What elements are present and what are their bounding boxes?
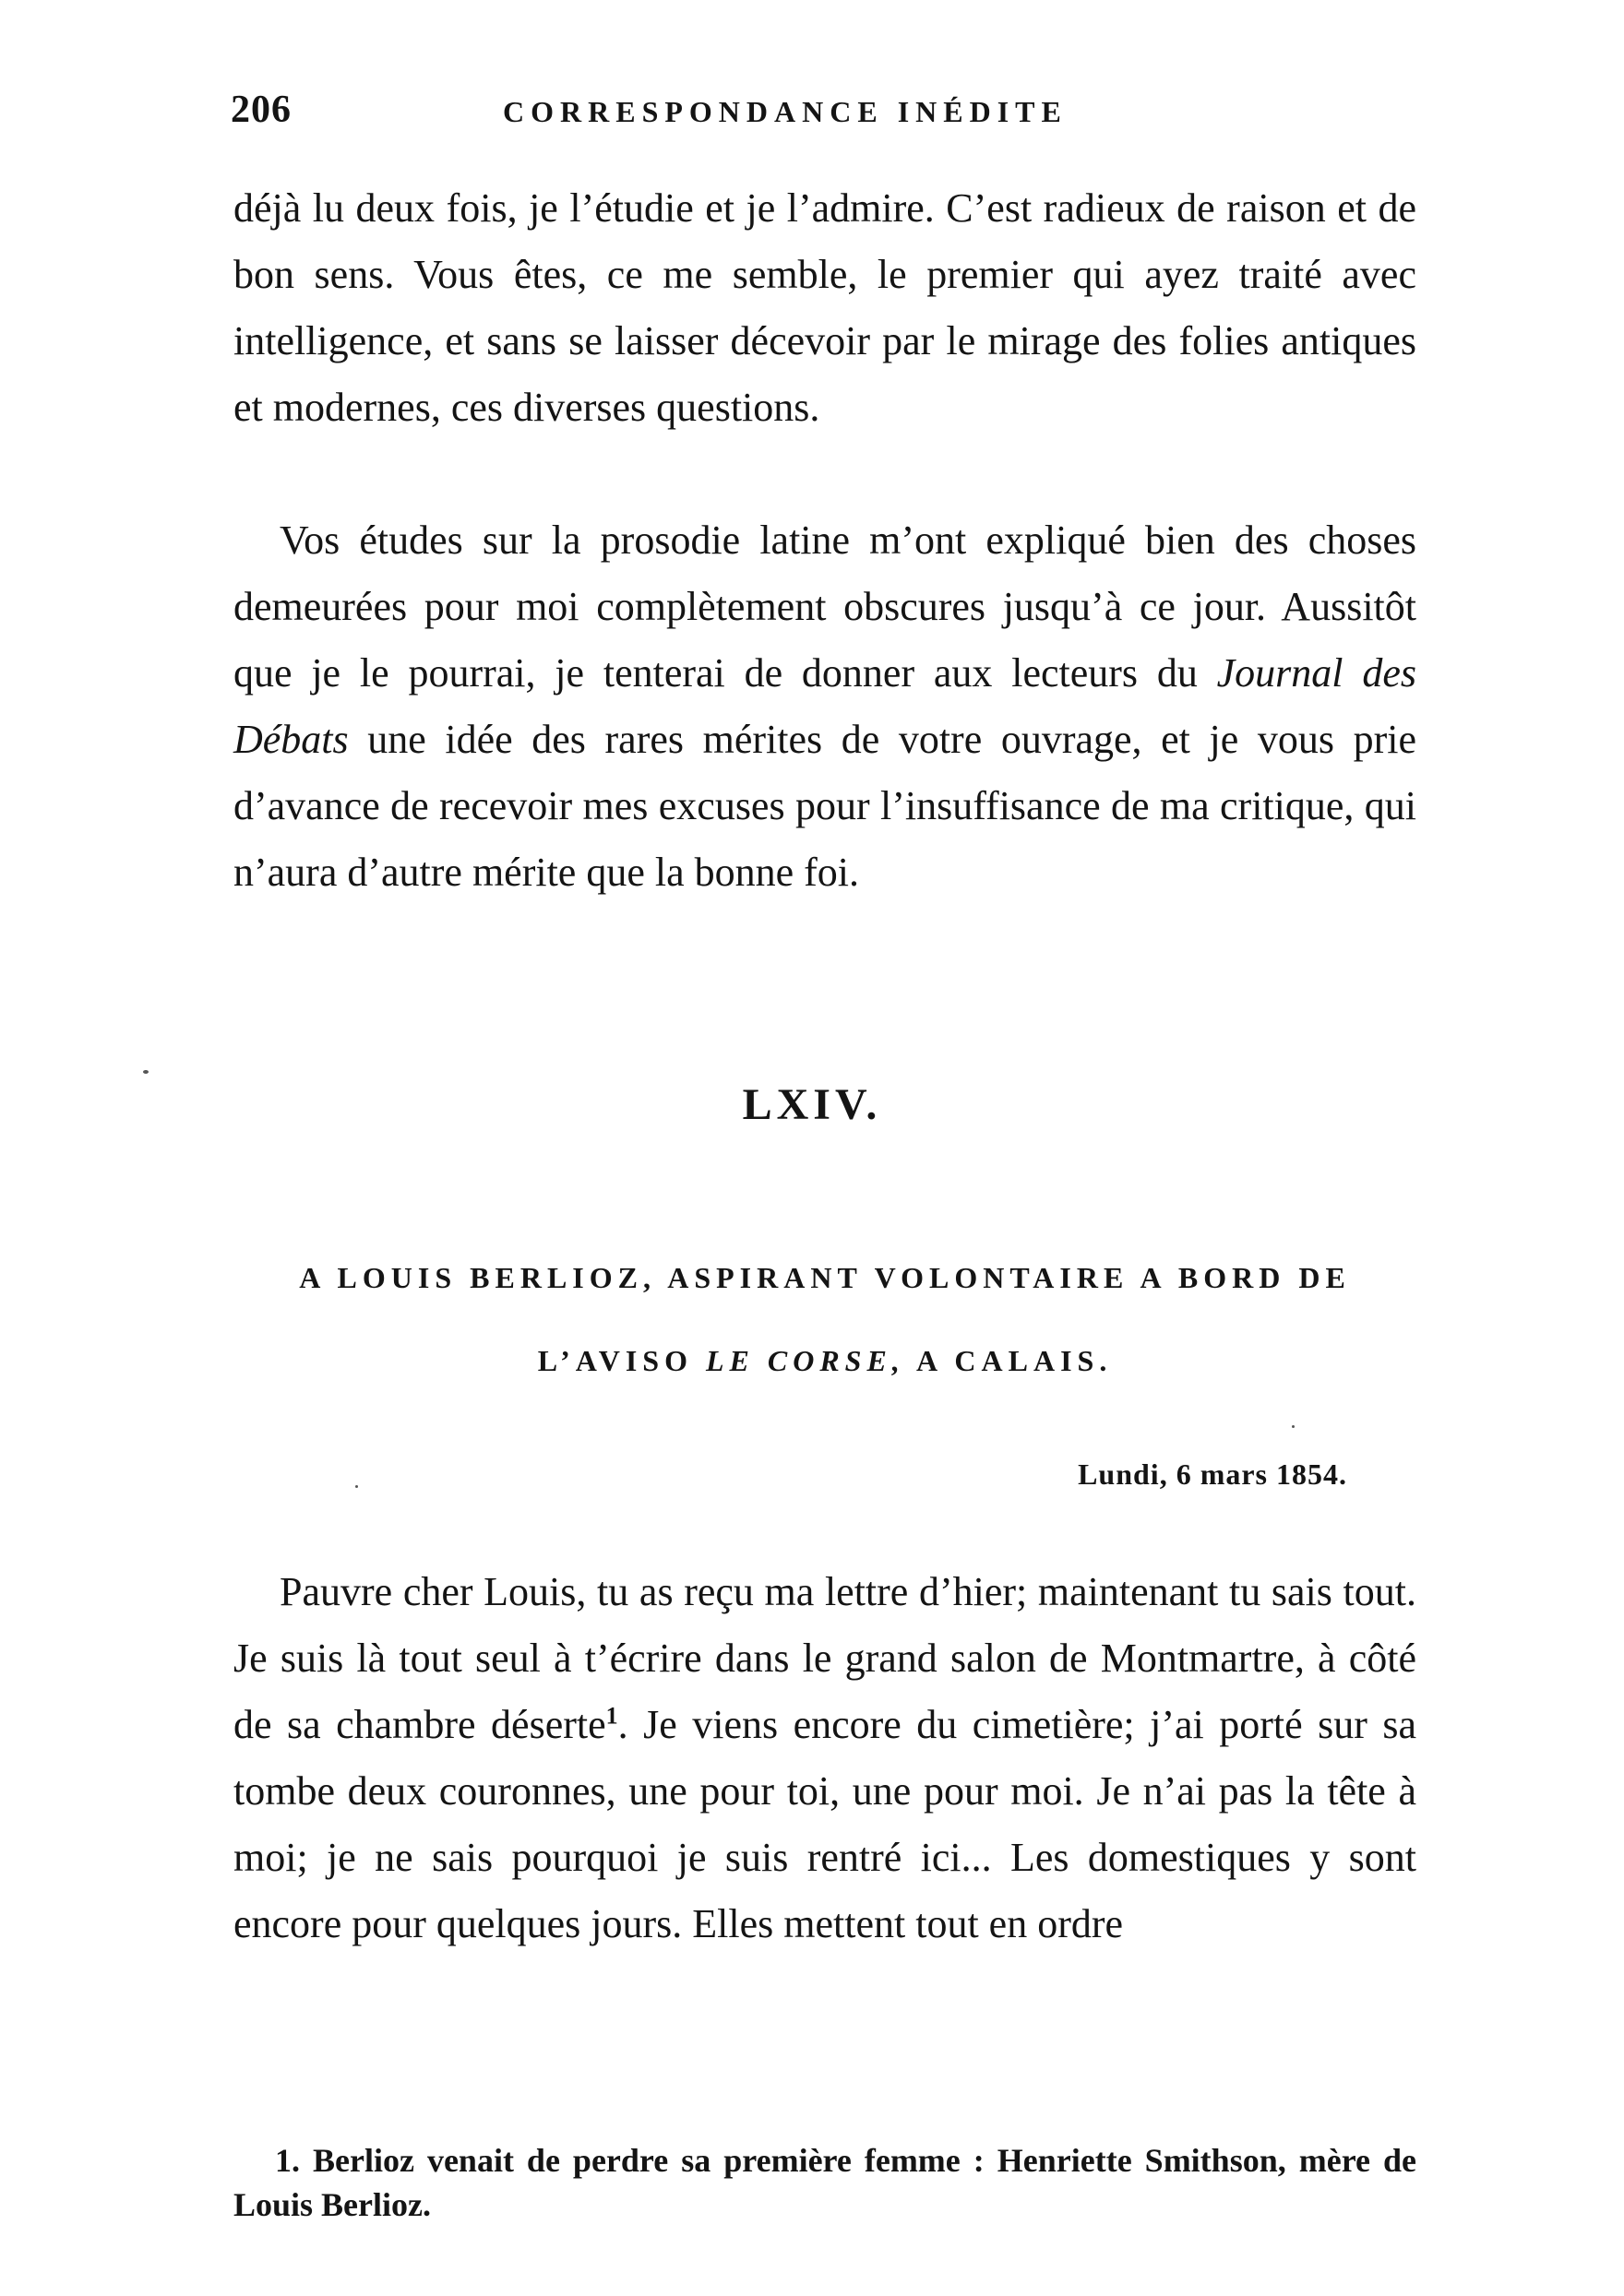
page-header bbox=[231, 88, 1416, 143]
page-number: 206 bbox=[231, 89, 292, 131]
paragraph-text-end: une idée des rares mérites de votre ouvrage, et je vous prie d’avance de recevoir mes excuses pour l’insuffisance de ma critique, qui n’aura d’autre mérite que la bonne foi. bbox=[233, 717, 1416, 895]
letter-paragraph bbox=[233, 1559, 1416, 1957]
ship-name: LE CORSE, bbox=[705, 1344, 905, 1377]
address-line-1: A LOUIS BERLIOZ, ASPIRANT VOLONTAIRE A BORD DE bbox=[299, 1261, 1351, 1294]
letter-number: LXIV. bbox=[742, 1080, 882, 1129]
journal-title: Journal des Débats bbox=[233, 650, 1416, 762]
address-line-2 bbox=[233, 1319, 1416, 1402]
print-speck bbox=[355, 1485, 358, 1488]
address-line-2-start: L’AVISO bbox=[537, 1344, 706, 1377]
letter-text-end: . Je viens encore du cimetière; j’ai porté sur sa tombe deux couronnes, une pour toi, une pour moi. Je n’ai pas la tête à moi; je ne sais pourquoi je suis rentré ici... Les domestiques y sont encore pour quelques jours. Elles mettent tout en ordre bbox=[233, 1702, 1416, 1946]
paragraph-continued bbox=[233, 175, 1416, 441]
print-speck bbox=[143, 1070, 149, 1074]
paragraph-text: déjà lu deux fois, je l’étudie et je l’admire. C’est radieux de raison et de bon sens. Vous êtes, ce me semble, le premier qui ayez traité avec intelligence, et sans se laisser décevoir par le mirage des folies antiques et modernes, ces diverses questions. bbox=[233, 185, 1416, 430]
footnote-reference: 1 bbox=[605, 1702, 618, 1730]
address-line-2-end: A CALAIS. bbox=[904, 1344, 1113, 1377]
running-title: CORRESPONDANCE INÉDITE bbox=[503, 95, 1068, 128]
letter-dateline: Lundi, 6 mars 1854. bbox=[1078, 1457, 1347, 1491]
letter-text-start: Pauvre cher Louis, tu as reçu ma lettre d’hier; maintenant tu sais tout. Je suis là tout seul à t’écrire dans le grand salon de Montmartre, à côté de sa chambre déserte bbox=[233, 1569, 1416, 1747]
print-speck bbox=[1292, 1425, 1295, 1428]
paragraph-prosody bbox=[233, 507, 1416, 906]
letter-address bbox=[233, 1236, 1416, 1402]
paragraph-text-start: Vos études sur la prosodie latine m’ont expliqué bien des choses demeurées pour moi complètement obscures jusqu’à ce jour. Aussitôt que je le pourrai, je tenterai de donner aux lecteurs du bbox=[233, 517, 1416, 696]
footnote: 1. Berlioz venait de perdre sa première femme : Henriette Smithson, mère de Louis Berlioz. bbox=[233, 2142, 1416, 2223]
